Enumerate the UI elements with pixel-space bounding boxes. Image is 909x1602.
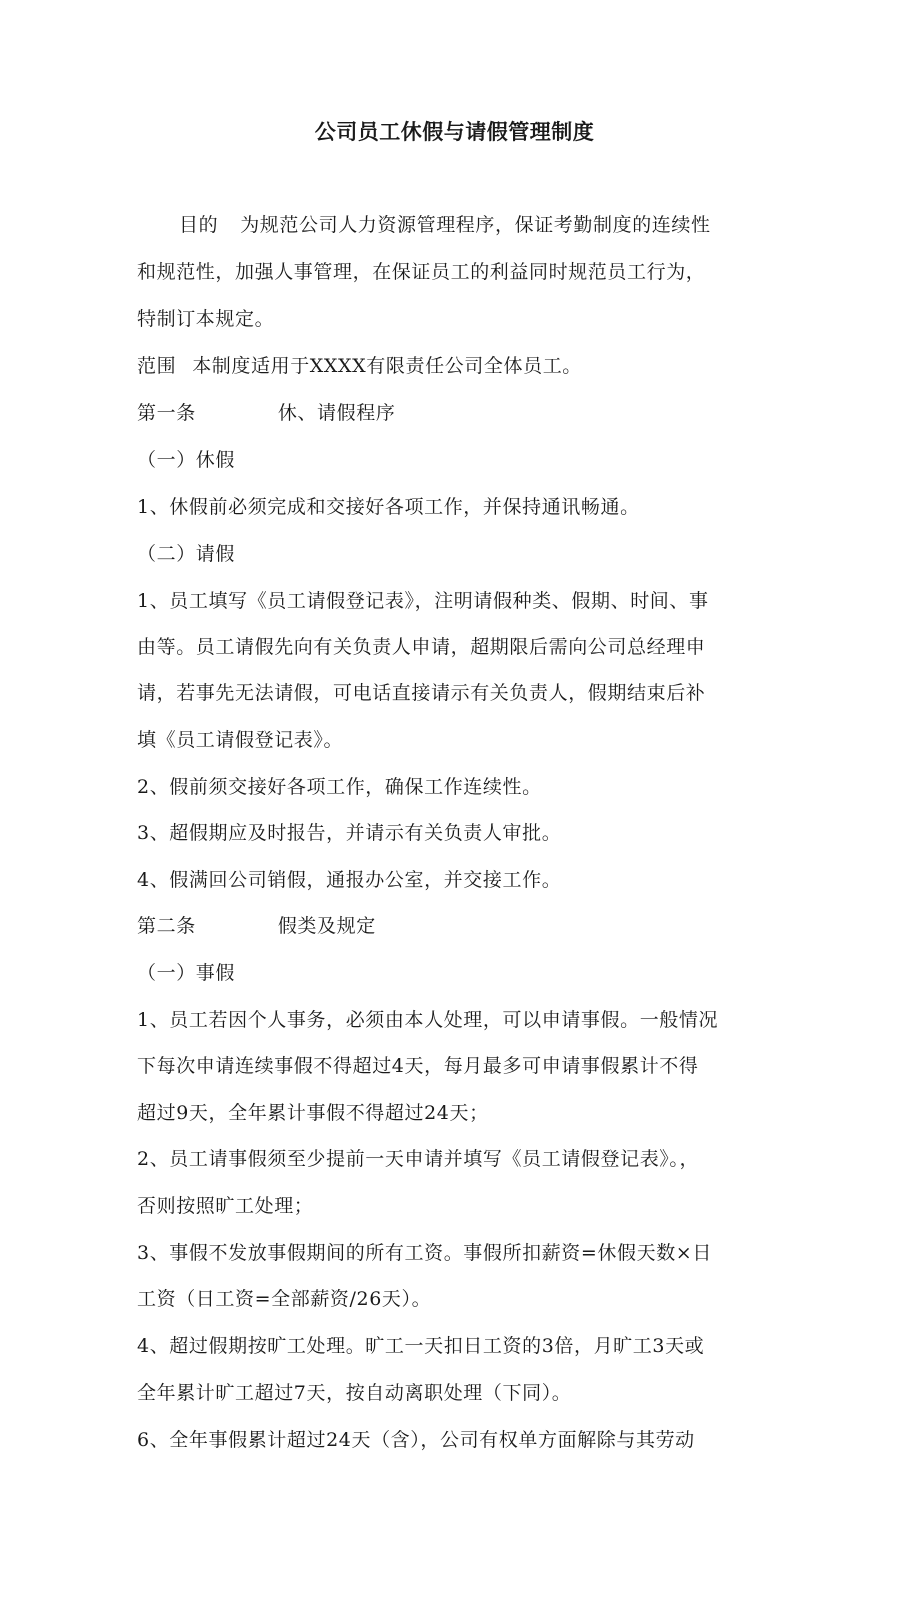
- document-title: 公司员工休假与请假管理制度: [314, 120, 595, 144]
- article-2-item-6-line-1: 6、全年事假累计超过24天（含），公司有权单方面解除与其劳动: [137, 1429, 695, 1451]
- article-1-title: 休、请假程序: [277, 402, 396, 424]
- article-2-item-4-line-1: 4、超过假期按旷工处理。旷工一天扣日工资的3倍，月旷工3天或: [137, 1335, 705, 1357]
- article-2-item-2-line-1: 2、员工请事假须至少提前一天申请并填写《员工请假登记表》。，: [137, 1148, 700, 1170]
- article-1-sub2-item-1-line-1: 1、员工填写《员工请假登记表》，注明请假种类、假期、时间、事: [137, 590, 709, 612]
- purpose-paragraph-line-1: [137, 212, 819, 238]
- purpose-paragraph-line-2: 和规范性，加强人事管理，在保证员工的利益同时规范员工行为，: [137, 261, 706, 283]
- article-1-subsection-1: （一）休假: [137, 449, 236, 471]
- article-1-sub1-item-1: 1、休假前必须完成和交接好各项工作，并保持通讯畅通。: [137, 496, 640, 518]
- article-2-label: 第二条: [137, 915, 196, 937]
- article-2-item-1-line-3: 超过9天，全年累计事假不得超过24天；: [137, 1102, 489, 1124]
- article-1-sub2-item-1-line-3: 请，若事先无法请假，可电话直接请示有关负责人，假期结束后补: [137, 682, 706, 704]
- article-2-item-3-line-2: 工资（日工资=全部薪资/26天）。: [137, 1288, 432, 1310]
- article-1-sub2-item-1-line-4: 填《员工请假登记表》。: [137, 729, 344, 751]
- scope-paragraph: [137, 353, 777, 379]
- article-2-item-3-line-1: 3、事假不发放事假期间的所有工资。事假所扣薪资=休假天数×日: [137, 1242, 712, 1264]
- article-1-sub2-item-1-line-2: 由等。员工请假先向有关负责人申请，超期限后需向公司总经理申: [137, 636, 706, 658]
- article-1-sub2-item-2: 2、假前须交接好各项工作，确保工作连续性。: [137, 776, 542, 798]
- article-1-subsection-2: （二）请假: [137, 543, 236, 565]
- purpose-paragraph-line-3: 特制订本规定。: [137, 308, 275, 330]
- article-2-item-2-line-2: 否则按照旷工处理；: [137, 1195, 314, 1217]
- article-1-heading: [137, 400, 777, 426]
- article-1-label: 第一条: [137, 402, 196, 424]
- article-2-title: 假类及规定: [277, 915, 376, 937]
- article-2-item-1-line-1: 1、员工若因个人事务，必须由本人处理，可以申请事假。一般情况: [137, 1009, 719, 1031]
- purpose-text-1: 为规范公司人力资源管理程序，保证考勤制度的连续性: [240, 214, 711, 236]
- scope-text: 本制度适用于XXXX有限责任公司全体员工。: [192, 355, 582, 377]
- article-2-item-1-line-2: 下每次申请连续事假不得超过4天，每月最多可申请事假累计不得: [137, 1055, 699, 1077]
- purpose-label: 目的: [179, 214, 219, 236]
- article-2-item-4-line-2: 全年累计旷工超过7天，按自动离职处理（下同）。: [137, 1382, 572, 1404]
- scope-label: 范围: [137, 355, 177, 377]
- article-1-sub2-item-4: 4、假满回公司销假，通报办公室，并交接工作。: [137, 869, 562, 891]
- article-2-heading: [137, 913, 777, 939]
- article-2-subsection-1: （一）事假: [137, 962, 236, 984]
- article-1-sub2-item-3: 3、超假期应及时报告，并请示有关负责人审批。: [137, 822, 562, 844]
